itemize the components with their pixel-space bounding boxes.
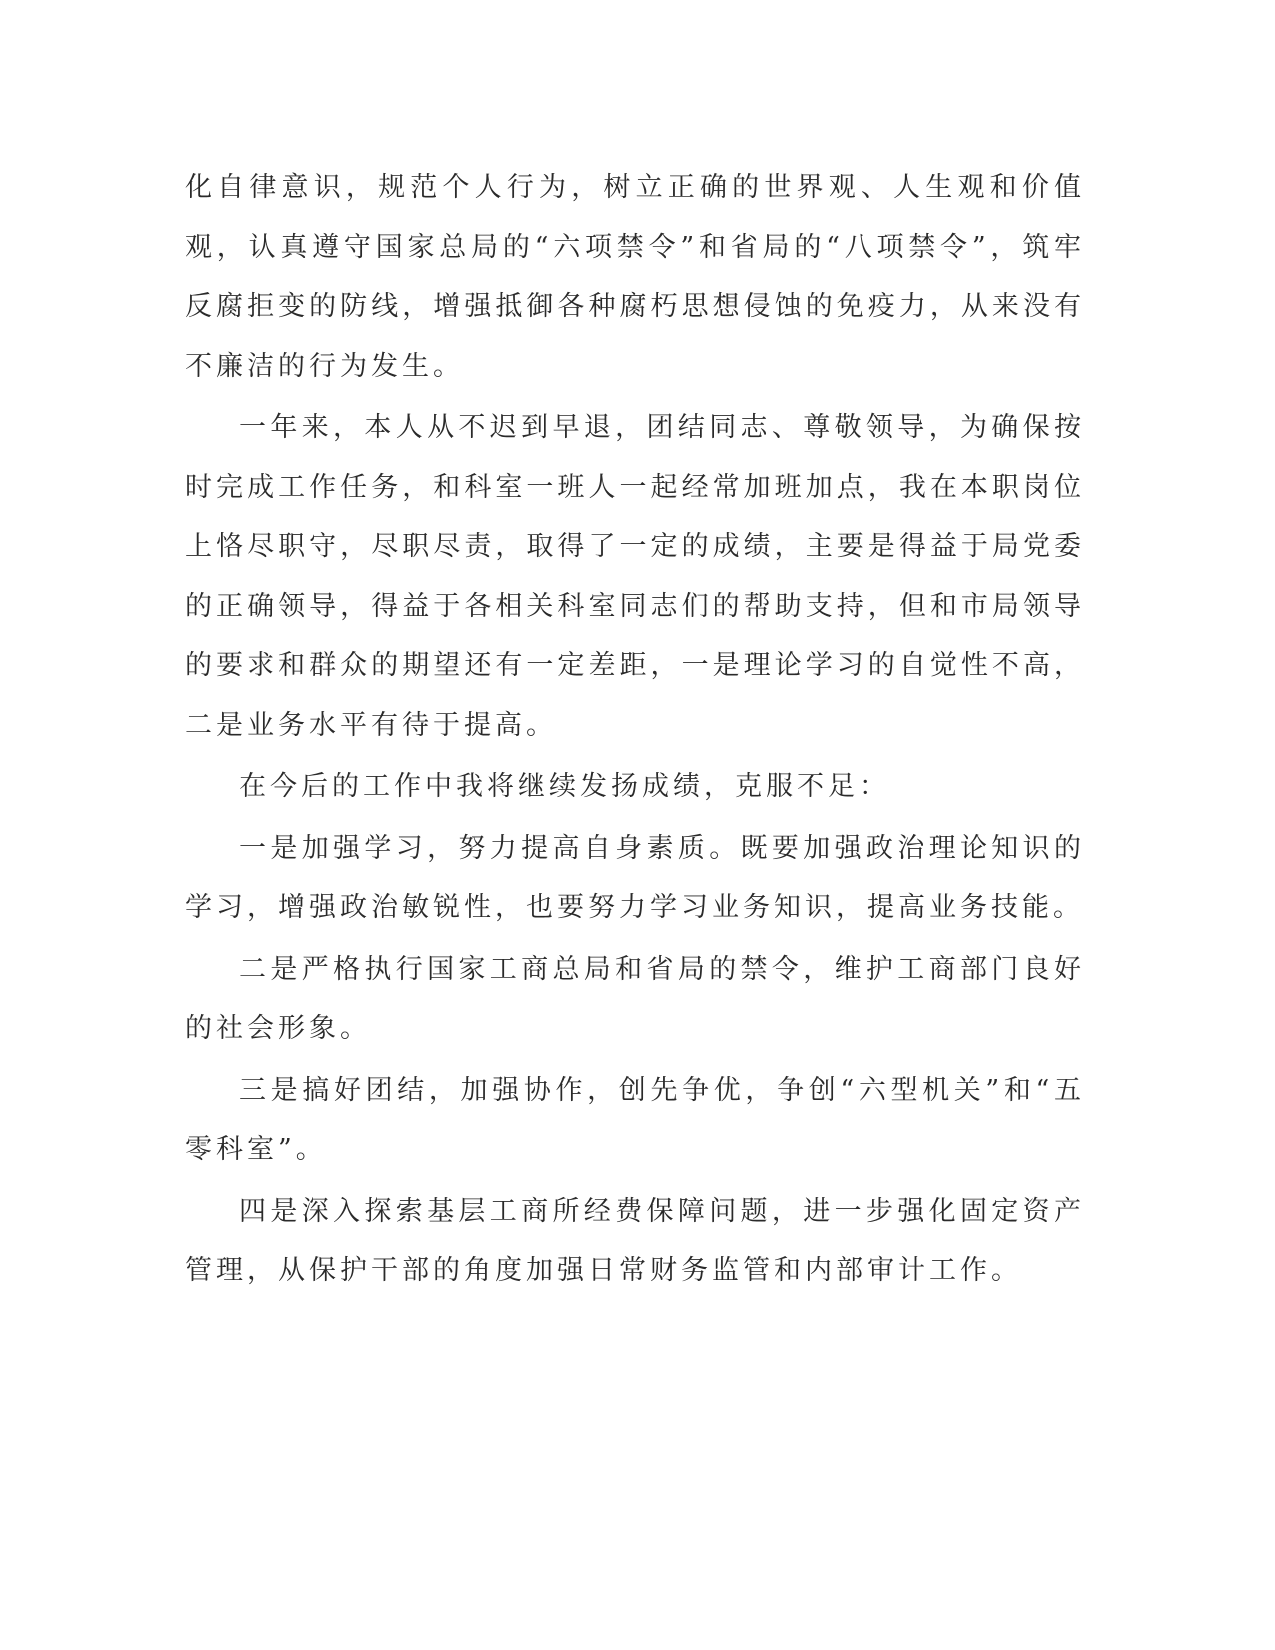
paragraph-3: 在今后的工作中我将继续发扬成绩，克服不足： bbox=[239, 771, 890, 802]
paragraph-4: 一是加强学习，努力提高自身素质。既要加强政治理论知识的学习，增强政治敏锐性，也要努力学习业务知识，提高业务技能。 bbox=[185, 832, 1085, 923]
paragraph-5: 二是严格执行国家工商总局和省局的禁令，维护工商部门良好的社会形象。 bbox=[185, 953, 1085, 1044]
paragraph-7: 四是深入探索基层工商所经费保障问题，进一步强化固定资产管理，从保护干部的角度加强日常财务监管和内部审计工作。 bbox=[185, 1195, 1085, 1286]
paragraph-2: 一年来，本人从不迟到早退，团结同志、尊敬领导，为确保按时完成工作任务，和科室一班人一起经常加班加点，我在本职岗位上恪尽职守，尽职尽责，取得了一定的成绩，主要是得益于局党委的正确领导，得益于各相关科室同志们的帮助支持，但和市局领导的要求和群众的期望还有一定差距，一是理论学习的自觉性不高，二是业务水平有待于提高。 bbox=[185, 412, 1085, 741]
paragraph-1: 化自律意识，规范个人行为，树立正确的世界观、人生观和价值观，认真遵守国家总局的“六项禁令”和省局的“八项禁令”，筑牢反腐拒变的防线，增强抵御各种腐朽思想侵蚀的免疫力，从来没有不廉洁的行为发生。 bbox=[185, 172, 1085, 382]
document-body bbox=[185, 158, 1085, 1303]
paragraph-6: 三是搞好团结，加强协作，创先争优，争创“六型机关”和“五零科室”。 bbox=[185, 1074, 1085, 1165]
